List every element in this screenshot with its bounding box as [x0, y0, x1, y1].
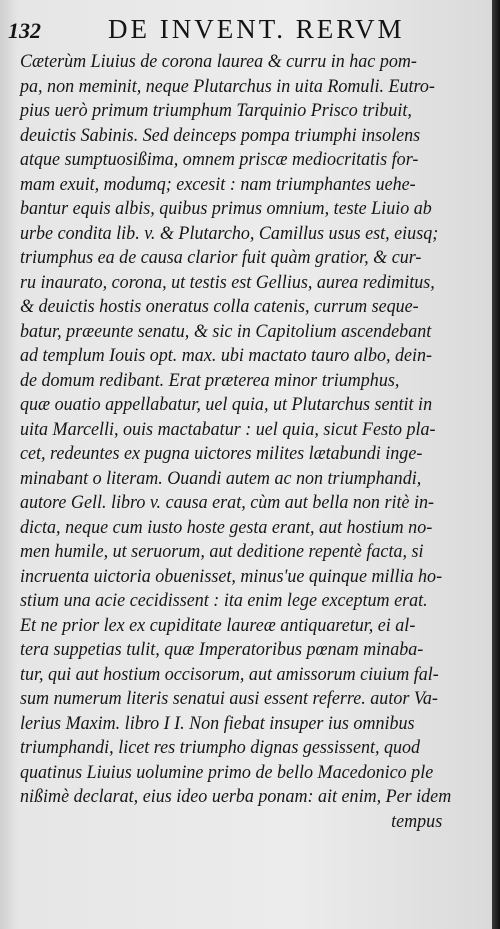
- text-line: ru inaurato, corona, ut testis est Gellius, aurea redimitus,: [20, 271, 435, 293]
- text-line: mam exuit, modumq; excesit : nam triumphantes uehe-: [20, 173, 416, 195]
- text-line: quæ ouatio appellabatur, uel quia, ut Plutarchus sentit in: [20, 394, 433, 415]
- text-line: stium una acie cecidissent : ita enim lege exceptum erat.: [20, 590, 428, 611]
- running-head: DE INVENT. RERVM: [108, 14, 405, 44]
- text-line: minabant o literam. Ouandi autem ac non triumphandi,: [20, 467, 422, 489]
- text-line: cet, redeuntes ex pugna uictores milites lætabundi inge-: [20, 443, 423, 464]
- text-line: uita Marcelli, ouis mactabatur : uel quia, sicut Festo pla-: [20, 418, 436, 440]
- text-line: men humile, ut seruorum, aut deditione repentè facta, si: [20, 541, 424, 562]
- text-line: autore Gell. libro v. causa erat, cùm aut bella non ritè in-: [20, 492, 435, 513]
- page-header: [8, 12, 478, 48]
- text-line: incruenta uictoria obuenisset, minus'ue quinque millia ho-: [20, 565, 443, 587]
- text-line: nißimè declarat, eius ideo uerba ponam: ait enim, Per idem: [20, 786, 452, 807]
- text-line: triumphandi, licet res triumpho dignas gessissent, quod: [20, 737, 421, 758]
- text-line: Et ne prior lex ex cupiditate laureæ antiquaretur, ei al-: [20, 614, 416, 636]
- text-line: sum numerum literis senatui ausi essent referre. autor Va-: [20, 688, 438, 709]
- text-line: tur, qui aut hostium occisorum, aut amissorum ciuium fal-: [20, 663, 439, 685]
- text-line: quatinus Liuius uolumine primo de bello Macedonico ple: [20, 761, 434, 783]
- text-line: triumphus ea de causa clarior fuit quàm gratior, & cur-: [20, 247, 422, 268]
- text-line: lerius Maxim. libro I I. Non fiebat insuper ius omnibus: [20, 712, 415, 734]
- text-line: pius uerò primum triumphum Tarquinio Prisco tribuit,: [20, 100, 412, 121]
- text-line: tera suppetias tulit, quæ Imperatoribus pœnam minaba-: [20, 639, 424, 660]
- page-gutter-shadow: [492, 0, 500, 929]
- text-line: & deuictis hostis oneratus colla catenis, currum seque-: [20, 296, 419, 317]
- text-line: deuictis Sabinis. Sed deinceps pompa triumphi insolens: [20, 124, 421, 146]
- text-line: urbe condita lib. v. & Plutarcho, Camillus usus est, eiusq;: [20, 222, 439, 244]
- text-line: Cæterùm Liuius de corona laurea & curru in hac pom-: [20, 51, 417, 72]
- catchword: tempus: [391, 810, 443, 832]
- text-line: dicta, neque cum iusto hoste gesta erant, aut hostium no-: [20, 516, 433, 538]
- text-line: pa, non meminit, neque Plutarchus in uita Romuli. Eutro-: [20, 75, 435, 97]
- body-text: [20, 50, 492, 834]
- text-line: batur, præeunte senatu, & sic in Capitolium ascendebant: [20, 320, 432, 342]
- page-number: 132: [8, 18, 41, 43]
- text-line: de domum redibant. Erat præterea minor triumphus,: [20, 369, 400, 391]
- text-line: ad templum Iouis opt. max. ubi mactato tauro albo, dein-: [20, 345, 433, 366]
- text-line: bantur equis albis, quibus primus omnium, teste Liuio ab: [20, 198, 432, 219]
- text-line: atque sumptuosißima, omnem priscæ mediocritatis for-: [20, 149, 419, 170]
